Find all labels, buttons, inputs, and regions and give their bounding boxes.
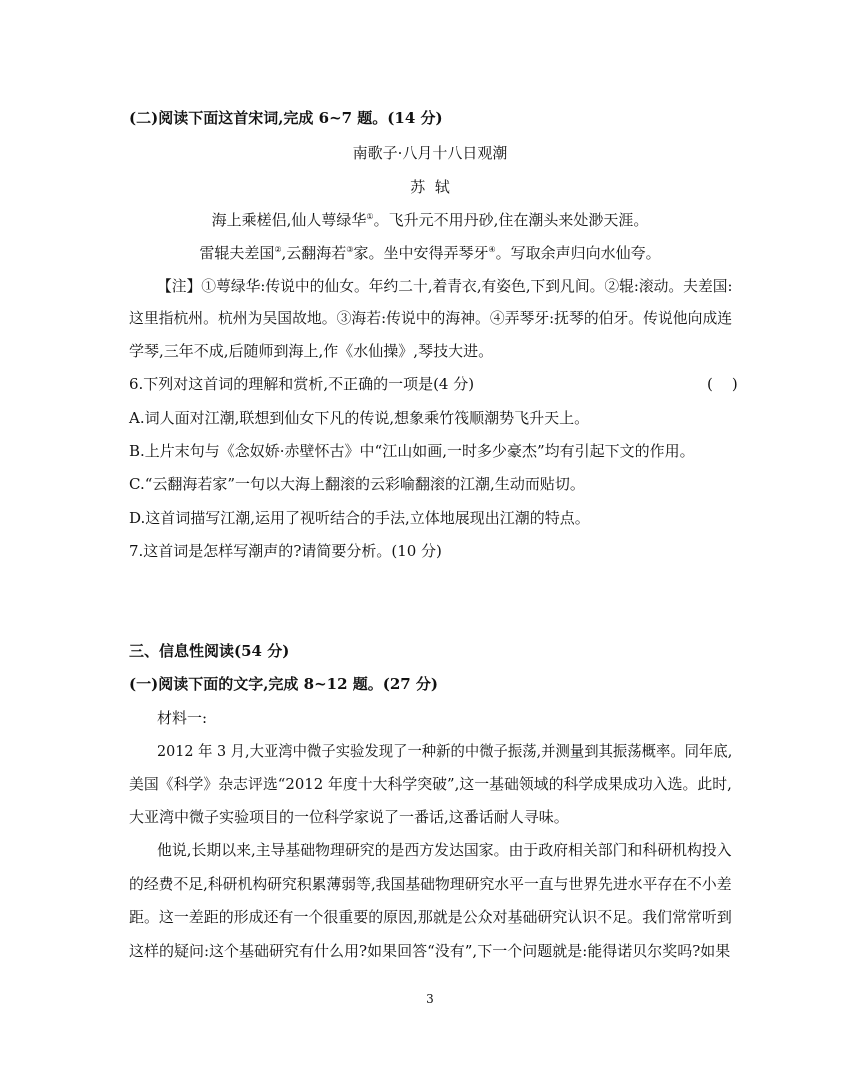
paragraph-line: 2012 年 3 月,大亚湾中微子实验发现了一种新的中微子振荡,并测量到其振荡概率。同年底, bbox=[157, 742, 733, 760]
poem-line-1: 海上乘槎侣,仙人萼绿华①。飞升元不用丹砂,住在潮头来处渺天涯。 bbox=[211, 211, 649, 229]
poem-line-2: 雷辊夫差国②,云翻海若③家。坐中安得弄琴牙④。写取余声归向水仙夸。 bbox=[199, 244, 661, 262]
poem-author: 苏 轼 bbox=[410, 178, 450, 196]
paragraph-line: 美国《科学》杂志评选“2012 年度十大科学突破”,这一基础领域的科学成果成功入选。此时, bbox=[129, 775, 732, 793]
question-7: 7.这首词是怎样写潮声的?请简要分析。(10 分) bbox=[129, 542, 442, 560]
option-b: B.上片末句与《念奴娇·赤壁怀古》中“江山如画,一时多少豪杰”均有引起下文的作用。 bbox=[129, 442, 695, 460]
note-line: 学琴,三年不成,后随师到海上,作《水仙操》,琴技大进。 bbox=[129, 342, 494, 360]
section-heading: (一)阅读下面的文字,完成 8~12 题。(27 分) bbox=[129, 675, 439, 693]
option-d: D.这首词描写江潮,运用了视听结合的手法,立体地展现出江潮的特点。 bbox=[129, 509, 590, 527]
page-number: 3 bbox=[426, 992, 434, 1006]
paragraph-line: 的经费不足,科研机构研究积累薄弱等,我国基础物理研究水平一直与世界先进水平存在不小差 bbox=[129, 875, 732, 893]
paragraph-line: 距。这一差距的形成还有一个很重要的原因,那就是公众对基础研究认识不足。我们常常听到 bbox=[129, 908, 732, 926]
part-heading: 三、信息性阅读(54 分) bbox=[129, 642, 290, 660]
paragraph-line: 他说,长期以来,主导基础物理研究的是西方发达国家。由于政府相关部门和科研机构投入 bbox=[157, 841, 732, 859]
material-label: 材料一: bbox=[157, 709, 208, 727]
note-line: 这里指杭州。杭州为吴国故地。③海若:传说中的海神。④弄琴牙:抚琴的伯牙。传说他向成连 bbox=[129, 309, 733, 327]
answer-parentheses: ( ) bbox=[707, 375, 738, 393]
note-line: 【注】①萼绿华:传说中的仙女。年约二十,着青衣,有姿色,下到凡间。②辊:滚动。夫差国: bbox=[157, 277, 733, 295]
option-a: A.词人面对江潮,联想到仙女下凡的传说,想象乘竹筏顺潮势飞升天上。 bbox=[129, 409, 590, 427]
question-6-stem: 6.下列对这首词的理解和赏析,不正确的一项是(4 分) bbox=[129, 375, 475, 393]
option-c: C.“云翻海若家”一句以大海上翻滚的云彩喻翻滚的江潮,生动而贴切。 bbox=[129, 475, 585, 493]
paragraph-line: 大亚湾中微子实验项目的一位科学家说了一番话,这番话耐人寻味。 bbox=[129, 808, 569, 826]
section-heading: (二)阅读下面这首宋词,完成 6~7 题。(14 分) bbox=[129, 109, 443, 127]
poem-title: 南歌子·八月十八日观潮 bbox=[352, 144, 508, 162]
paragraph-line: 这样的疑问:这个基础研究有什么用?如果回答“没有”,下一个问题就是:能得诺贝尔奖吗?如果 bbox=[129, 942, 731, 960]
